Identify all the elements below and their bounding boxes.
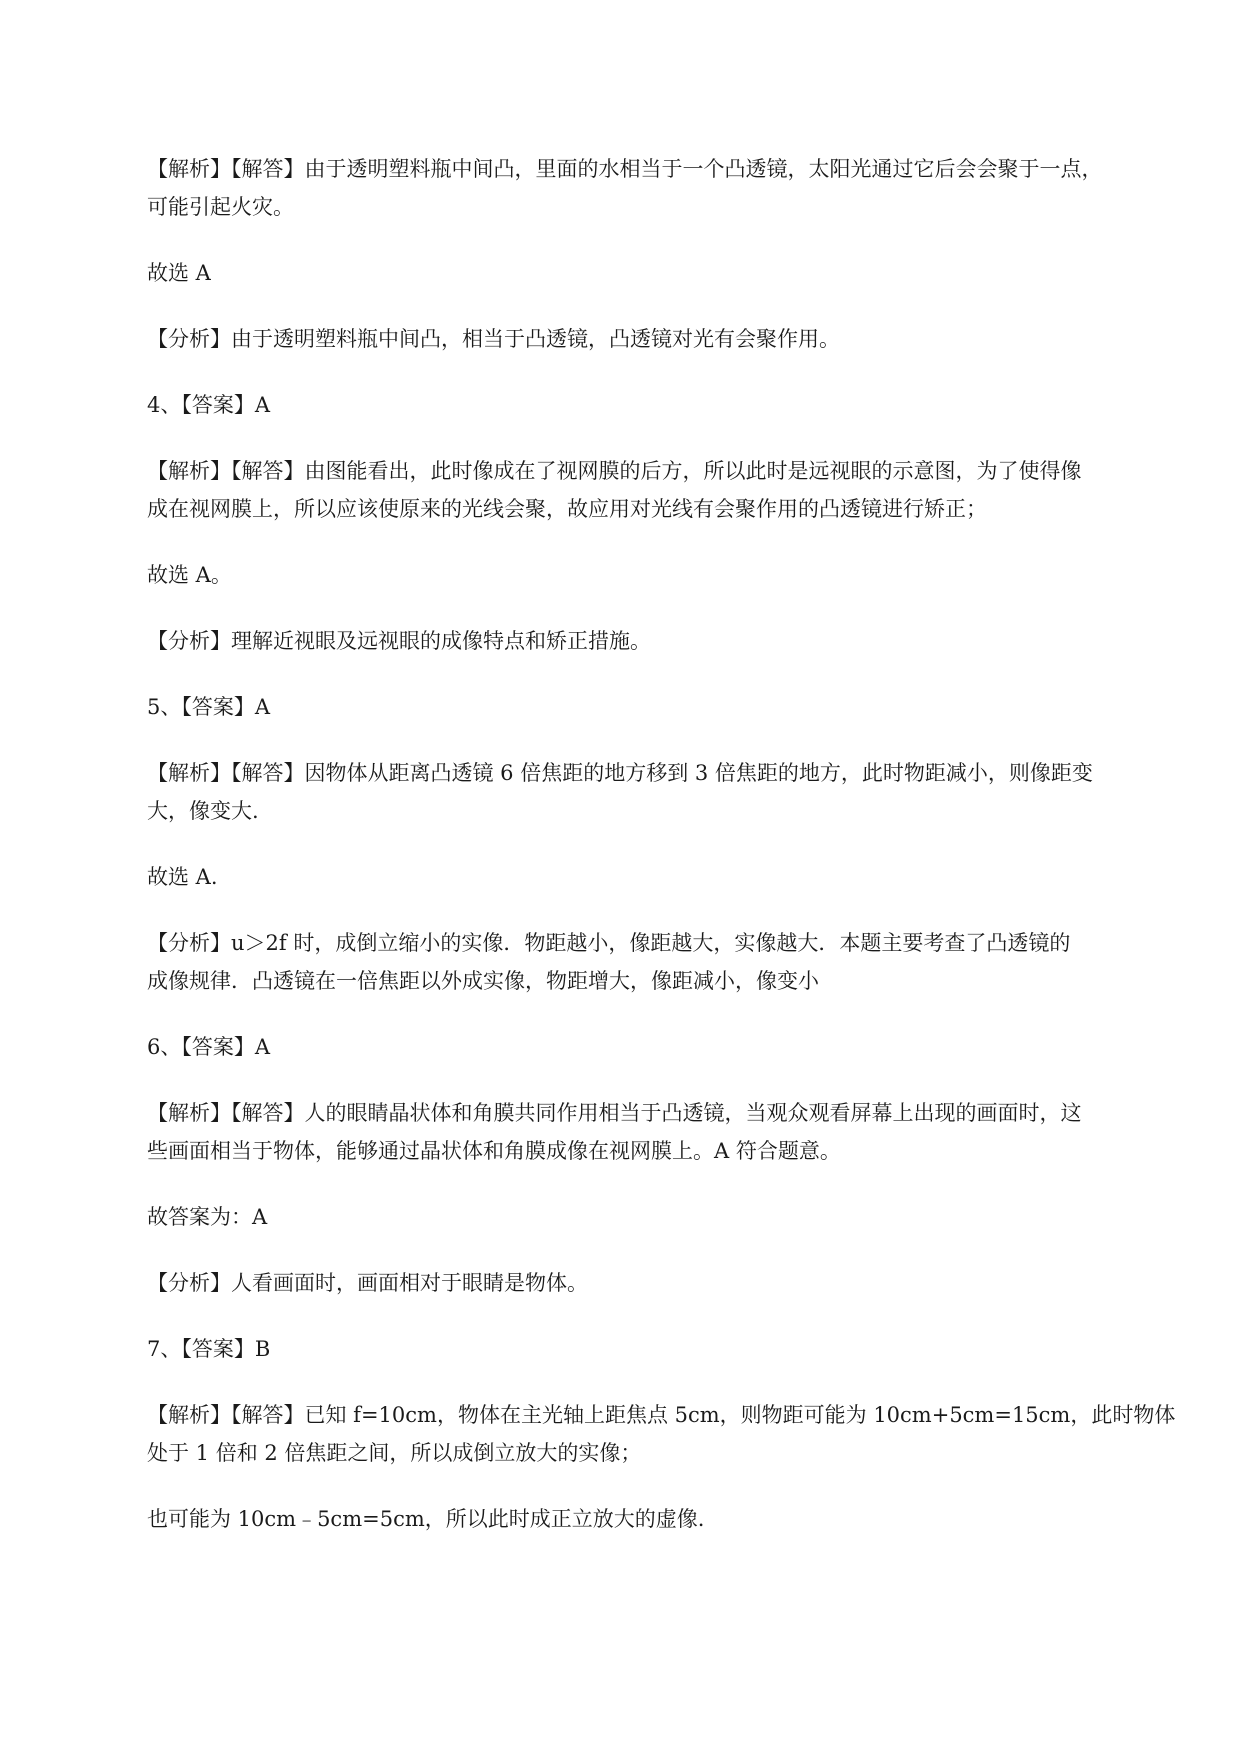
- answer-heading: [147, 386, 1187, 424]
- text-line: 故选 A.: [147, 865, 218, 889]
- text-line: 7、【答案】B: [147, 1337, 271, 1361]
- paragraph: [147, 754, 1187, 830]
- text-line: 5、【答案】A: [147, 695, 271, 719]
- text-line: 成在视网膜上，所以应该使原来的光线会聚，故应用对光线有会聚作用的凸透镜进行矫正；: [147, 497, 987, 521]
- text-line: 故答案为：A: [147, 1205, 268, 1229]
- paragraph: [147, 150, 1187, 226]
- text-line: 【分析】由于透明塑料瓶中间凸，相当于凸透镜，凸透镜对光有会聚作用。: [147, 327, 840, 351]
- text-line: 也可能为 10cm﹣5cm=5cm，所以此时成正立放大的虚像.: [147, 1507, 705, 1531]
- text-line: 【解析】【解答】因物体从距离凸透镜 6 倍焦距的地方移到 3 倍焦距的地方，此时物距减小，则像距变: [147, 761, 1093, 785]
- text-line: 故选 A: [147, 261, 211, 285]
- text-line: 【解析】【解答】人的眼睛晶状体和角膜共同作用相当于凸透镜，当观众观看屏幕上出现的画面时，这: [147, 1101, 1082, 1125]
- paragraph: [147, 1396, 1187, 1472]
- paragraph: [147, 254, 1187, 292]
- text-line: 【分析】人看画面时，画面相对于眼睛是物体。: [147, 1271, 588, 1295]
- paragraph: [147, 556, 1187, 594]
- answer-heading: [147, 1330, 1187, 1368]
- text-line: 【分析】u＞2f 时，成倒立缩小的实像．物距越小，像距越大，实像越大．本题主要考查了凸透镜的: [147, 931, 1071, 955]
- text-line: 大，像变大.: [147, 799, 259, 823]
- text-line: 处于 1 倍和 2 倍焦距之间，所以成倒立放大的实像；: [147, 1441, 642, 1465]
- text-line: 故选 A。: [147, 563, 232, 587]
- paragraph: [147, 858, 1187, 896]
- text-line: 【解析】【解答】由图能看出，此时像成在了视网膜的后方，所以此时是远视眼的示意图，为了使得像: [147, 459, 1082, 483]
- paragraph: [147, 1094, 1187, 1170]
- text-line: 【分析】理解近视眼及远视眼的成像特点和矫正措施。: [147, 629, 651, 653]
- paragraph: [147, 1264, 1187, 1302]
- answer-heading: [147, 1028, 1187, 1066]
- document-page: [147, 150, 1187, 1538]
- paragraph: [147, 452, 1187, 528]
- text-line: 可能引起火灾。: [147, 195, 294, 219]
- text-line: 6、【答案】A: [147, 1035, 271, 1059]
- paragraph: [147, 1500, 1187, 1538]
- answer-heading: [147, 688, 1187, 726]
- paragraph: [147, 924, 1187, 1000]
- paragraph: [147, 1198, 1187, 1236]
- text-line: 【解析】【解答】已知 f=10cm，物体在主光轴上距焦点 5cm，则物距可能为 10cm+5cm=15cm，此时物体: [147, 1403, 1176, 1427]
- paragraph: [147, 622, 1187, 660]
- text-line: 成像规律．凸透镜在一倍焦距以外成实像，物距增大，像距减小，像变小: [147, 969, 819, 993]
- text-line: 些画面相当于物体，能够通过晶状体和角膜成像在视网膜上。A 符合题意。: [147, 1139, 841, 1163]
- paragraph: [147, 320, 1187, 358]
- text-line: 4、【答案】A: [147, 393, 271, 417]
- text-line: 【解析】【解答】由于透明塑料瓶中间凸，里面的水相当于一个凸透镜，太阳光通过它后会会聚于一点，: [147, 157, 1103, 181]
